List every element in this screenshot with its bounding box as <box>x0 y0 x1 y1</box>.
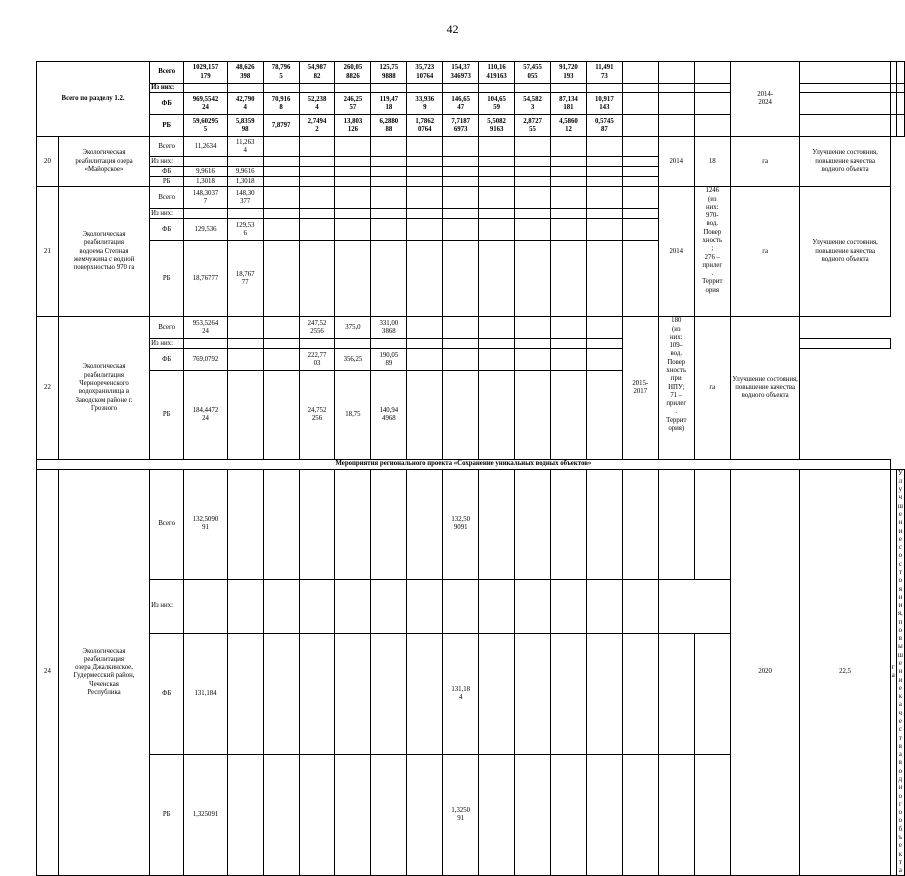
summary-value: 5,8359 98 <box>227 115 263 137</box>
summary-label-total: Всего <box>150 62 184 84</box>
indicator: 18 <box>694 137 730 187</box>
cell-total: 953,5264 24 <box>184 317 227 339</box>
summary-value: 5,5082 9163 <box>479 115 515 137</box>
label-fb: ФБ <box>150 219 184 241</box>
cell-2018: 140,94 4968 <box>371 371 407 460</box>
summary-value: 7,8797 <box>263 115 299 137</box>
summary-value: 33,936 9 <box>407 93 443 115</box>
summary-period: 2014- 2024 <box>730 62 800 137</box>
summary-row-total <box>37 62 905 84</box>
cell-2016: 247,52 2556 <box>299 317 335 339</box>
summary-value: 54,987 82 <box>299 62 335 84</box>
unit: га <box>694 317 730 460</box>
expected-result: Улучшение состояния, повышение качества водного объекта <box>730 317 800 460</box>
period: 2020 <box>730 469 800 876</box>
cell-2014: 148,30 377 <box>227 187 263 209</box>
cell-2014: 1,3018 <box>227 177 263 187</box>
summary-value: 7,7187 6973 <box>443 115 479 137</box>
section-header-row <box>37 460 905 469</box>
cell-total: 18,76777 <box>184 241 227 317</box>
cell-2017: 18,75 <box>335 371 371 460</box>
summary-value: 52,238 4 <box>299 93 335 115</box>
label-rb: РБ <box>150 371 184 460</box>
label-fb: ФБ <box>150 167 184 177</box>
unit: га <box>730 137 800 187</box>
cell-total: 132,5090 91 <box>184 469 227 579</box>
label-total: Всего <box>150 469 184 579</box>
row-number: 24 <box>37 469 59 876</box>
summary-value: 10,917 143 <box>586 93 622 115</box>
summary-value: 4,5860 12 <box>551 115 587 137</box>
cell-2014: 129,53 6 <box>227 219 263 241</box>
row-number: 21 <box>37 187 59 317</box>
cell-2020: 131,18 4 <box>443 634 479 755</box>
row-number: 22 <box>37 317 59 460</box>
measure-name: Экологическая реабилитация Чернореченского водохранилища в Заводском районе г. Грозного <box>58 317 149 460</box>
label-of-which: Из них: <box>150 209 184 219</box>
table-row <box>37 469 905 579</box>
summary-value: 78,796 5 <box>263 62 299 84</box>
summary-value: 59,60295 5 <box>184 115 227 137</box>
period: 2014 <box>658 137 694 187</box>
summary-value: 969,5542 24 <box>184 93 227 115</box>
label-rb: РБ <box>150 755 184 876</box>
summary-label-of-which: Из них: <box>150 84 184 93</box>
table-row <box>37 137 905 157</box>
summary-value: 260,05 8826 <box>335 62 371 84</box>
measure-name: Экологическая реабилитация водоема Степная жемчужина с водной поверхностью 970 га <box>58 187 149 317</box>
label-total: Всего <box>150 187 184 209</box>
table-row <box>37 317 905 339</box>
period: 2014 <box>658 187 694 317</box>
summary-value: 154,37 346973 <box>443 62 479 84</box>
expected-result: Улучшение состояния, повышение качества водного объекта <box>800 137 890 187</box>
summary-value: 87,134 181 <box>551 93 587 115</box>
label-of-which: Из них: <box>150 157 184 167</box>
summary-value: 110,16 419163 <box>479 62 515 84</box>
cell-2017: 375,0 <box>335 317 371 339</box>
cell-total: 11,2634 <box>184 137 227 157</box>
cell-total: 1,325091 <box>184 755 227 876</box>
cell-2014: 18,767 77 <box>227 241 263 317</box>
page-number: 42 <box>446 22 459 36</box>
label-of-which: Из них: <box>150 579 184 634</box>
cell-total: 1,3018 <box>184 177 227 187</box>
cell-total: 769,0792 <box>184 349 227 371</box>
summary-value: 11,491 73 <box>586 62 622 84</box>
summary-value: 146,65 47 <box>443 93 479 115</box>
summary-value: 246,25 57 <box>335 93 371 115</box>
summary-value: 2,7494 2 <box>299 115 335 137</box>
cell-total: 148,3037 7 <box>184 187 227 209</box>
summary-value: 48,626 398 <box>227 62 263 84</box>
cell-2018: 331,00 3868 <box>371 317 407 339</box>
cell-total: 9,9616 <box>184 167 227 177</box>
cell-total: 184,4472 24 <box>184 371 227 460</box>
indicator: 180 (из них: 109– вод. Повер хность при НПУ; 71 – прилег . Террит ория) <box>658 317 694 460</box>
expected-result: Улучшение состояния, повышение качества водного объекта <box>897 469 903 875</box>
summary-value: 35,723 10764 <box>407 62 443 84</box>
summary-value: 6,2880 88 <box>371 115 407 137</box>
summary-value: 70,916 8 <box>263 93 299 115</box>
indicator: 1246 (из них: 970- вод. Повер хность ; 276 – прилег . Террит ория <box>694 187 730 317</box>
unit: га <box>890 469 896 876</box>
summary-value: 57,455 055 <box>515 62 551 84</box>
summary-value: 13,803 126 <box>335 115 371 137</box>
cell-total: 129,536 <box>184 219 227 241</box>
label-total: Всего <box>150 317 184 339</box>
summary-value: 2,8727 55 <box>515 115 551 137</box>
cell-2018: 190,05 89 <box>371 349 407 371</box>
period: 2015- 2017 <box>622 317 658 460</box>
section-header: Мероприятия регионального проекта «Сохранение уникальных водных объектов» <box>37 460 891 469</box>
cell-total: 131,184 <box>184 634 227 755</box>
row-number: 20 <box>37 137 59 187</box>
summary-value: 0,5745 87 <box>586 115 622 137</box>
summary-value: 1,7862 0764 <box>407 115 443 137</box>
summary-label-rb: РБ <box>150 115 184 137</box>
cell-2020: 1,3250 91 <box>443 755 479 876</box>
label-fb: ФБ <box>150 634 184 755</box>
label-rb: РБ <box>150 177 184 187</box>
summary-value: 119,47 18 <box>371 93 407 115</box>
label-rb: РБ <box>150 241 184 317</box>
table-row <box>37 187 905 209</box>
label-of-which: Из них: <box>150 339 184 349</box>
summary-title: Всего по разделу 1.2. <box>37 62 150 137</box>
measure-name: Экологическая реабилитация озера «Майорское» <box>58 137 149 187</box>
cell-2014: 9,9616 <box>227 167 263 177</box>
expected-result: Улучшение состояния, повышение качества водного объекта <box>800 187 890 317</box>
cell-2017: 356,25 <box>335 349 371 371</box>
summary-value: 91,720 193 <box>551 62 587 84</box>
measure-name: Экологическая реабилитация озера Джалкинское, Гудермесский район, Чеченская Республика <box>58 469 149 876</box>
label-total: Всего <box>150 137 184 157</box>
summary-value: 125,75 9888 <box>371 62 407 84</box>
measures-table <box>36 61 905 876</box>
summary-value: 104,65 59 <box>479 93 515 115</box>
indicator: 22,5 <box>800 469 890 876</box>
cell-2014: 11,263 4 <box>227 137 263 157</box>
summary-value: 1029,157 179 <box>184 62 227 84</box>
cell-2016: 24,752 256 <box>299 371 335 460</box>
summary-label-fb: ФБ <box>150 93 184 115</box>
label-fb: ФБ <box>150 349 184 371</box>
unit: га <box>730 187 800 317</box>
summary-value: 42,790 4 <box>227 93 263 115</box>
cell-2016: 222,77 03 <box>299 349 335 371</box>
summary-value: 54,582 3 <box>515 93 551 115</box>
cell-2020: 132,50 9091 <box>443 469 479 579</box>
